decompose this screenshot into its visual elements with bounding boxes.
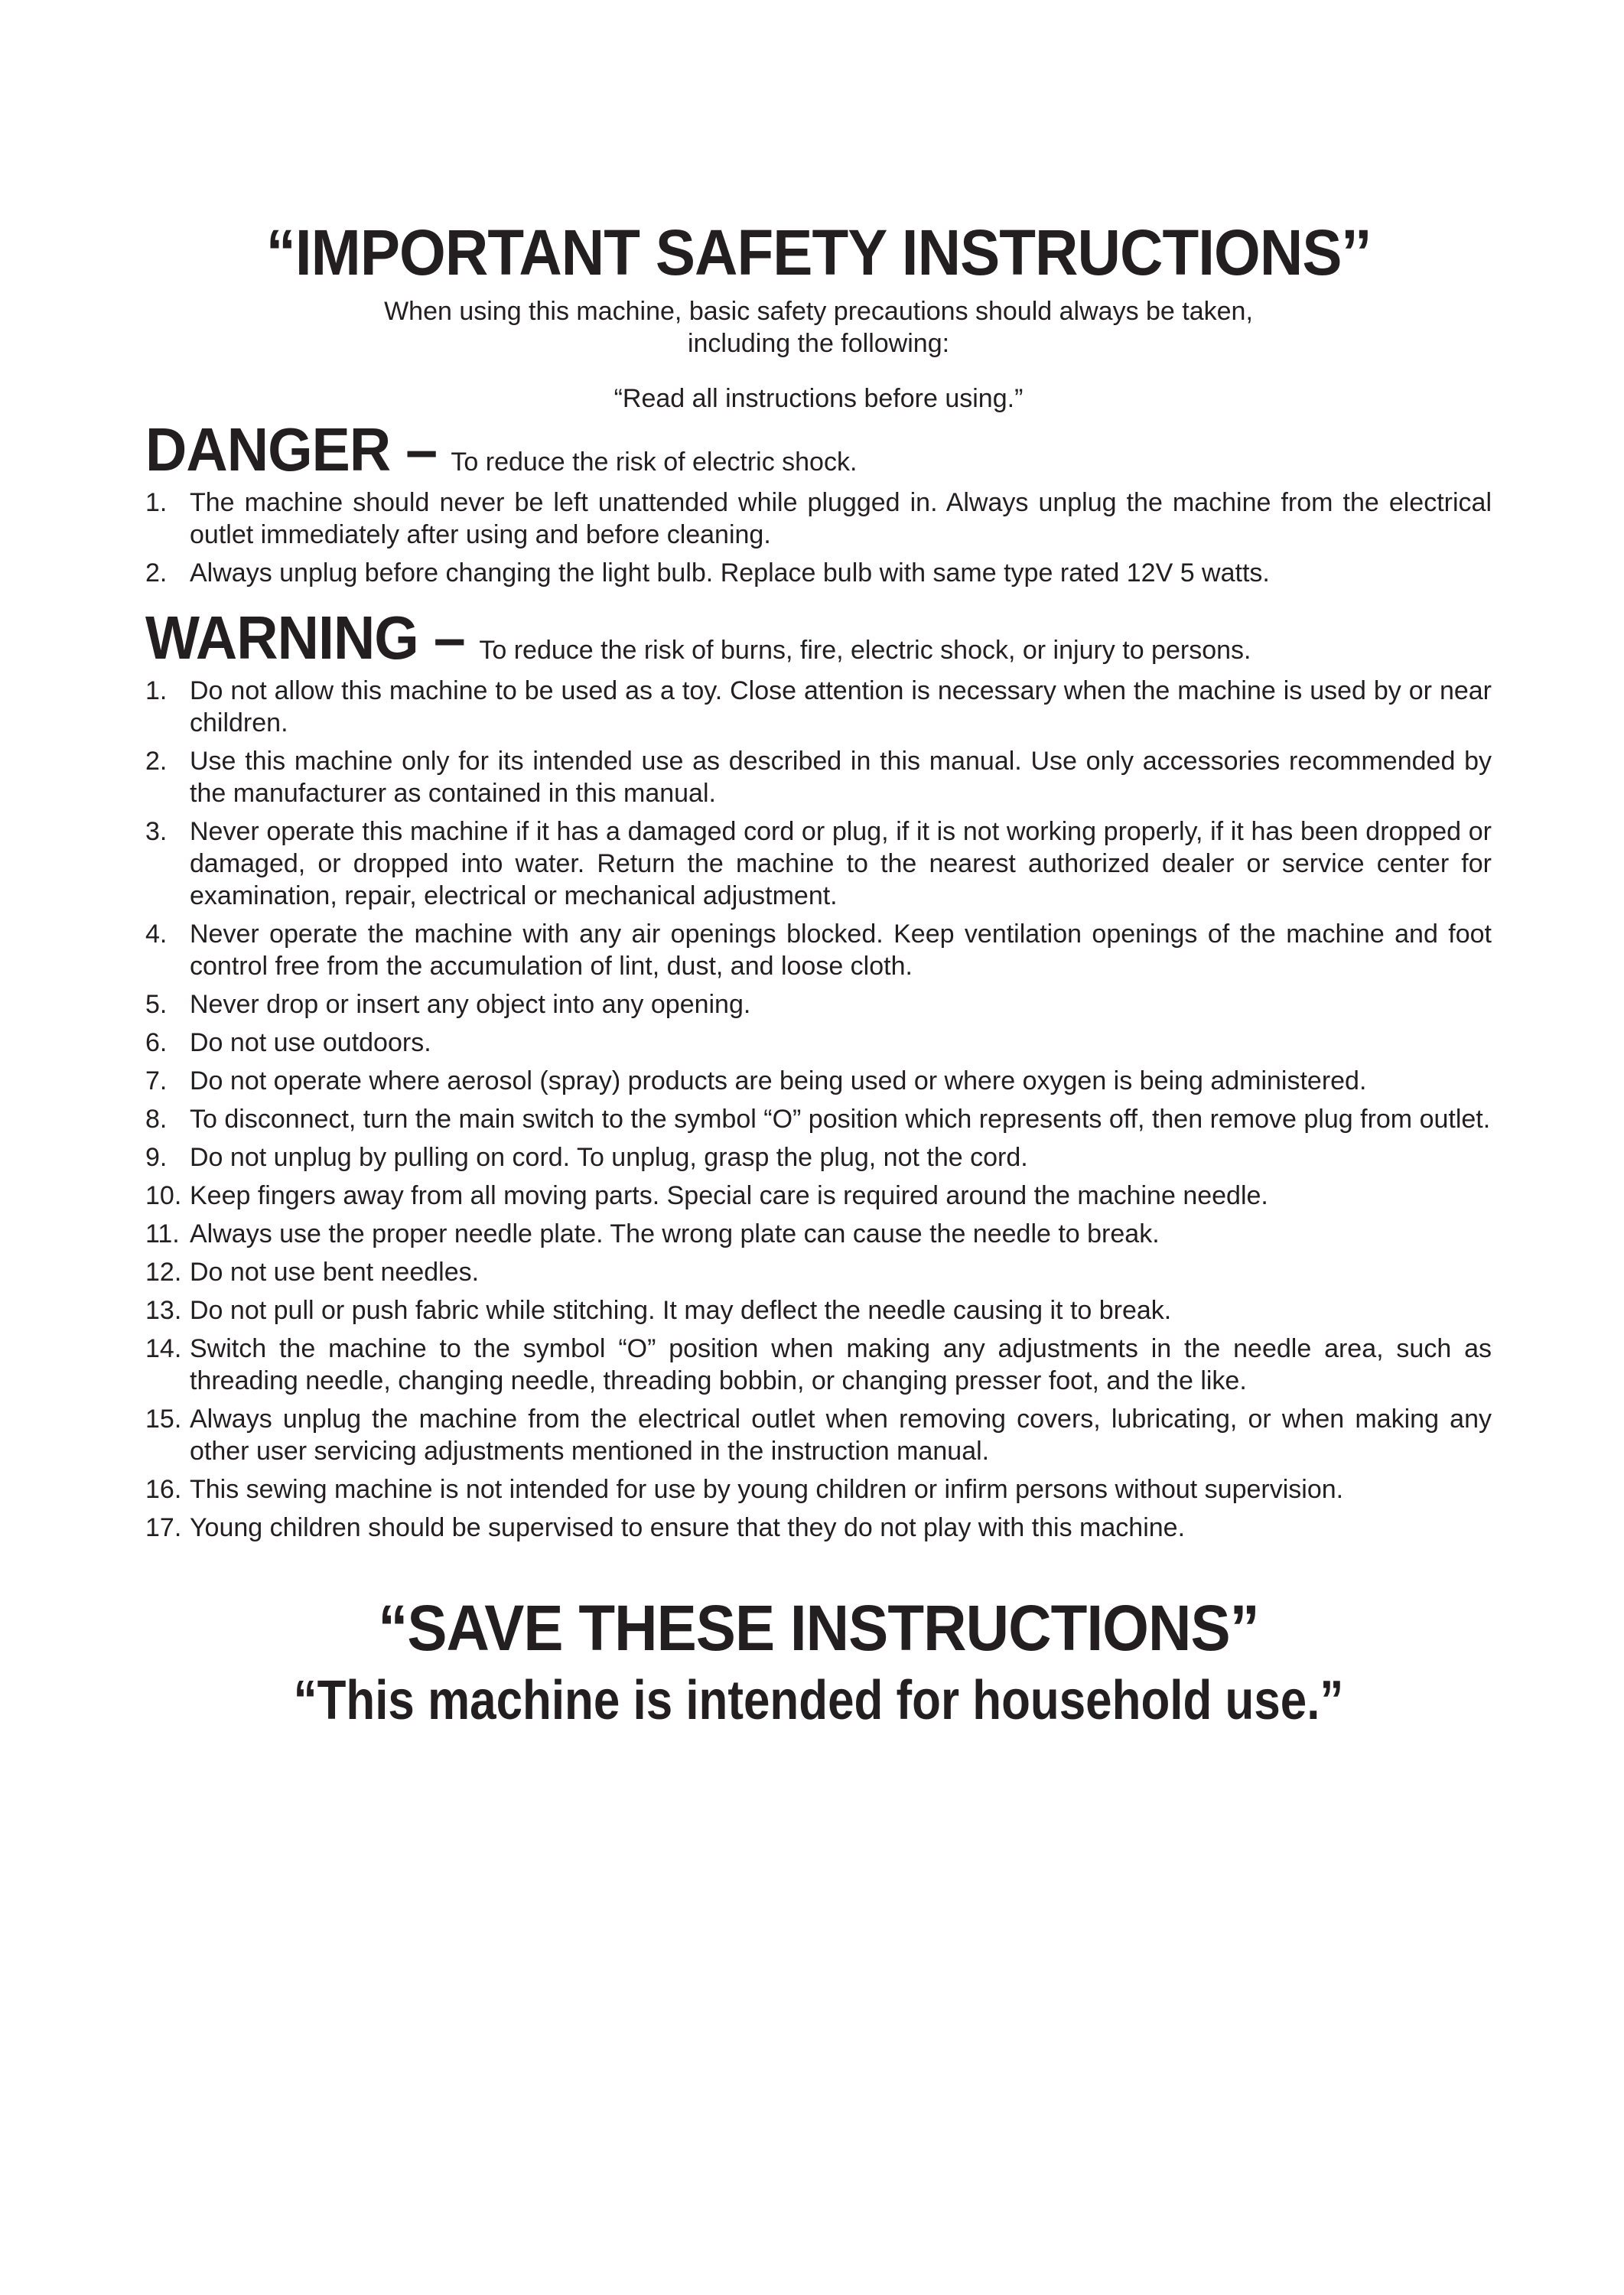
item-text: Always use the proper needle plate. The wrong plate can cause the needle to break. bbox=[190, 1219, 1160, 1248]
list-item bbox=[145, 1103, 1492, 1135]
item-text: Do not use outdoors. bbox=[190, 1028, 431, 1057]
danger-subtitle: To reduce the risk of electric shock. bbox=[451, 448, 858, 477]
read-all-note: “Read all instructions before using.” bbox=[613, 384, 1024, 413]
item-number: 1. bbox=[145, 676, 168, 705]
item-number: 8. bbox=[145, 1105, 168, 1134]
item-number: 5. bbox=[145, 990, 168, 1019]
safety-instructions-page bbox=[145, 214, 1492, 1733]
danger-list bbox=[145, 487, 1492, 589]
item-number: 7. bbox=[145, 1066, 168, 1095]
list-item bbox=[145, 1141, 1492, 1174]
item-number: 2. bbox=[145, 558, 168, 588]
list-item bbox=[145, 1180, 1492, 1212]
list-item bbox=[145, 1027, 1492, 1059]
danger-section bbox=[145, 415, 1492, 589]
item-text: Use this machine only for its intended use as described in this manual. Use only accessories recommended by the manufacturer as contained in this manual. bbox=[190, 747, 1492, 808]
list-item bbox=[145, 1065, 1492, 1097]
item-text: Always unplug the machine from the electrical outlet when removing covers, lubricating, or when making any other user servicing adjustments mentioned in the instruction manual. bbox=[190, 1405, 1492, 1466]
item-number: 14. bbox=[145, 1334, 182, 1363]
list-item bbox=[145, 487, 1492, 551]
household-use-note: “This machine is intended for household use.” bbox=[293, 1670, 1344, 1731]
list-item bbox=[145, 1333, 1492, 1397]
list-item bbox=[145, 1294, 1492, 1327]
warning-heading: WARNING – bbox=[145, 604, 465, 672]
item-text: Switch the machine to the symbol “O” position when making any adjustments in the needle area, such as threading needle, changing needle, threading bobbin, or changing presser foot, and the like. bbox=[190, 1334, 1492, 1395]
item-text: Do not unplug by pulling on cord. To unplug, grasp the plug, not the cord. bbox=[190, 1143, 1028, 1172]
save-instructions-title: “SAVE THESE INSTRUCTIONS” bbox=[378, 1592, 1259, 1664]
list-item bbox=[145, 745, 1492, 809]
item-text: Never operate this machine if it has a damaged cord or plug, if it is not working properly, if it has been dropped or damaged, or dropped into water. Return the machine to the nearest authorized dealer or service center for examination, repair, electrical or mechanical adjustment. bbox=[190, 817, 1492, 910]
list-item bbox=[145, 988, 1492, 1021]
item-number: 10. bbox=[145, 1181, 182, 1210]
list-item bbox=[145, 918, 1492, 982]
item-text: Do not pull or push fabric while stitching. It may deflect the needle causing it to break. bbox=[190, 1296, 1172, 1325]
item-number: 17. bbox=[145, 1513, 182, 1542]
item-number: 4. bbox=[145, 920, 168, 949]
list-item bbox=[145, 1403, 1492, 1467]
item-text: Always unplug before changing the light bulb. Replace bulb with same type rated 12V 5 watts. bbox=[190, 558, 1270, 588]
warning-subtitle: To reduce the risk of burns, fire, electric shock, or injury to persons. bbox=[479, 636, 1251, 665]
item-text: To disconnect, turn the main switch to the symbol “O” position which represents off, then remove plug from outlet. bbox=[190, 1105, 1491, 1134]
warning-list bbox=[145, 675, 1492, 1544]
item-text: Never drop or insert any object into any opening. bbox=[190, 990, 751, 1019]
list-item bbox=[145, 815, 1492, 912]
item-number: 15. bbox=[145, 1405, 182, 1434]
warning-section bbox=[145, 606, 1492, 1544]
item-number: 16. bbox=[145, 1475, 182, 1504]
item-text: Keep fingers away from all moving parts. Special care is required around the machine needle. bbox=[190, 1181, 1268, 1210]
item-number: 3. bbox=[145, 817, 168, 846]
item-number: 2. bbox=[145, 747, 168, 776]
item-number: 6. bbox=[145, 1028, 168, 1057]
list-item bbox=[145, 675, 1492, 739]
item-text: Do not operate where aerosol (spray) products are being used or where oxygen is being administered. bbox=[190, 1066, 1367, 1095]
list-item bbox=[145, 557, 1492, 589]
intro-line-1: When using this machine, basic safety precautions should always be taken, bbox=[384, 297, 1253, 326]
item-number: 13. bbox=[145, 1296, 182, 1325]
item-number: 11. bbox=[145, 1219, 180, 1248]
item-text: The machine should never be left unattended while plugged in. Always unplug the machine from the electrical outlet immediately after using and before cleaning. bbox=[190, 488, 1492, 549]
list-item bbox=[145, 1512, 1492, 1544]
list-item bbox=[145, 1473, 1492, 1506]
intro-block bbox=[145, 295, 1492, 415]
list-item bbox=[145, 1256, 1492, 1288]
item-text: Do not allow this machine to be used as a toy. Close attention is necessary when the machine is used by or near children. bbox=[190, 676, 1492, 737]
page-title: “IMPORTANT SAFETY INSTRUCTIONS’’ bbox=[265, 216, 1372, 288]
item-number: 12. bbox=[145, 1258, 182, 1287]
item-number: 1. bbox=[145, 488, 168, 517]
danger-heading: DANGER – bbox=[145, 415, 438, 483]
item-number: 9. bbox=[145, 1143, 168, 1172]
danger-heading-row bbox=[145, 415, 1492, 483]
item-text: Do not use bent needles. bbox=[190, 1258, 480, 1287]
intro-line-2: including the following: bbox=[687, 329, 950, 358]
item-text: This sewing machine is not intended for use by young children or infirm persons without supervision. bbox=[190, 1475, 1344, 1504]
list-item bbox=[145, 1218, 1492, 1250]
warning-heading-row bbox=[145, 606, 1492, 670]
item-text: Never operate the machine with any air openings blocked. Keep ventilation openings of the machine and foot control free from the accumulation of lint, dust, and loose cloth. bbox=[190, 920, 1492, 981]
item-text: Young children should be supervised to ensure that they do not play with this machine. bbox=[190, 1513, 1186, 1542]
